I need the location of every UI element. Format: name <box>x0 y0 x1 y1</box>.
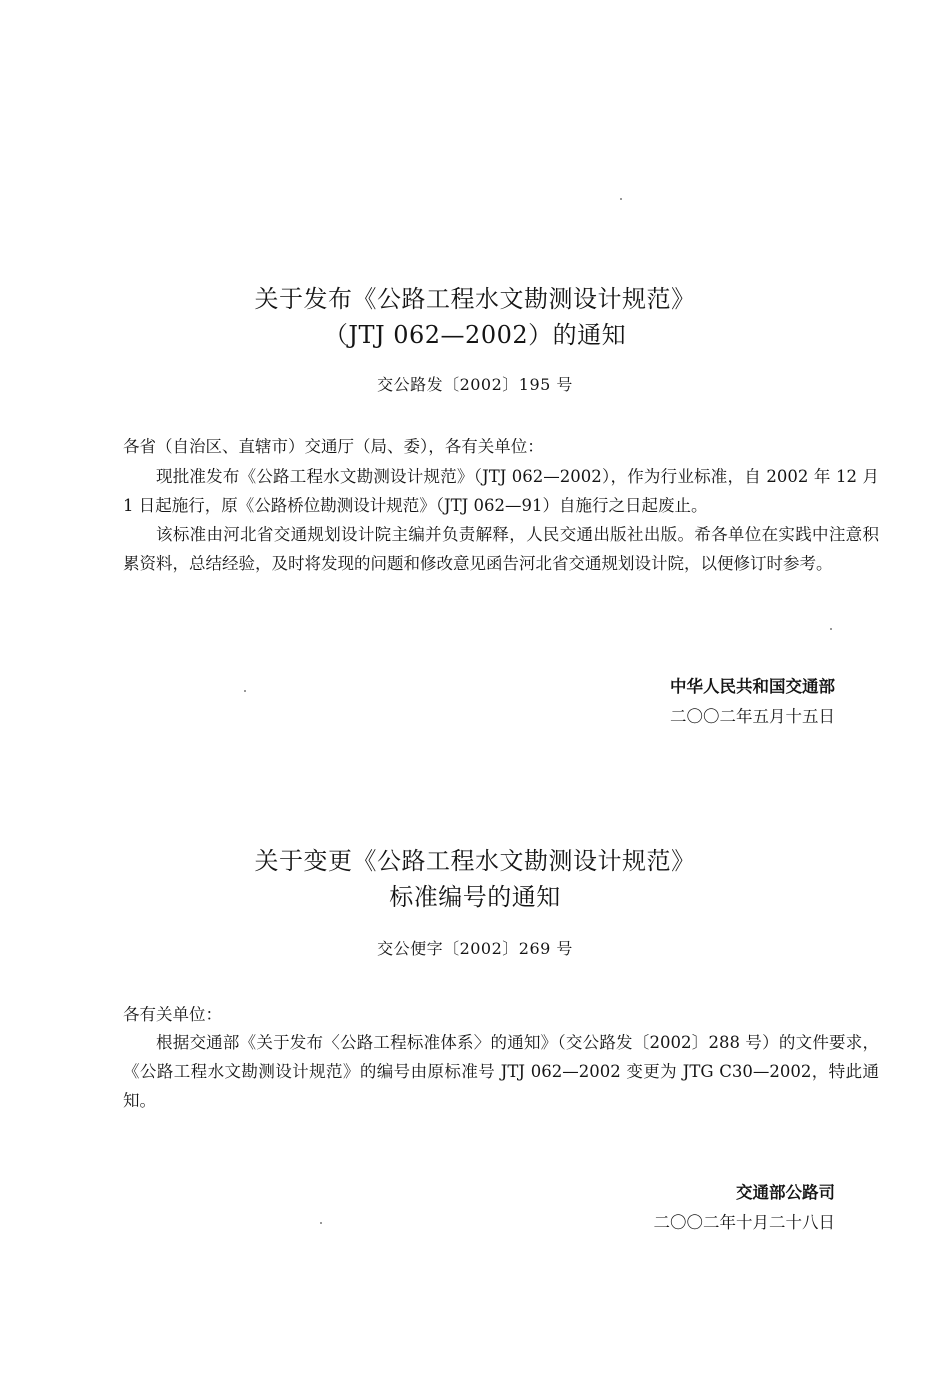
notice2-date: 二〇〇二年十月二十八日 <box>653 1213 835 1232</box>
notice1-salutation: 各省（自治区、直辖市）交通厅（局、委），各有关单位： <box>123 437 544 456</box>
notice2-paragraph1: 根据交通部《关于发布〈公路工程标准体系〉的通知》（交公路发〔2002〕288 号）的文件要求，《公路工程水文勘测设计规范》的编号由原标准号 JTJ 062—2002 变更为 JTG C30—2002，特此通知。 <box>123 1033 879 1110</box>
notice2-issuer: 交通部公路司 <box>736 1183 835 1202</box>
notice1-paragraph1: 现批准发布《公路工程水文勘测设计规范》（JTJ 062—2002），作为行业标准，自 2002 年 12 月 1 日起施行，原《公路桥位勘测设计规范》（JTJ 062—91）自施行之日起废止。 <box>123 467 879 515</box>
notice2-title-line2: 标准编号的通知 <box>389 883 561 911</box>
scan-speck <box>320 1222 322 1224</box>
notice2-title-line1: 关于变更《公路工程水文勘测设计规范》 <box>254 847 696 875</box>
notice1-doc-number: 交公路发〔2002〕195 号 <box>377 375 573 394</box>
notice1-title-line1: 关于发布《公路工程水文勘测设计规范》 <box>254 285 696 313</box>
scan-speck <box>244 690 246 692</box>
scan-speck <box>620 198 622 200</box>
scan-speck <box>830 628 832 630</box>
notice1-date: 二〇〇二年五月十五日 <box>670 707 835 726</box>
notice2-doc-number: 交公便字〔2002〕269 号 <box>377 939 573 958</box>
notice1-paragraph2: 该标准由河北省交通规划设计院主编并负责解释，人民交通出版社出版。希各单位在实践中注意积累资料，总结经验，及时将发现的问题和修改意见函告河北省交通规划设计院，以便修订时参考。 <box>123 525 879 573</box>
notice1-title-line2: （JTJ 062—2002）的通知 <box>323 321 627 349</box>
notice1-issuer: 中华人民共和国交通部 <box>670 677 835 696</box>
notice2-salutation: 各有关单位： <box>123 1005 222 1024</box>
